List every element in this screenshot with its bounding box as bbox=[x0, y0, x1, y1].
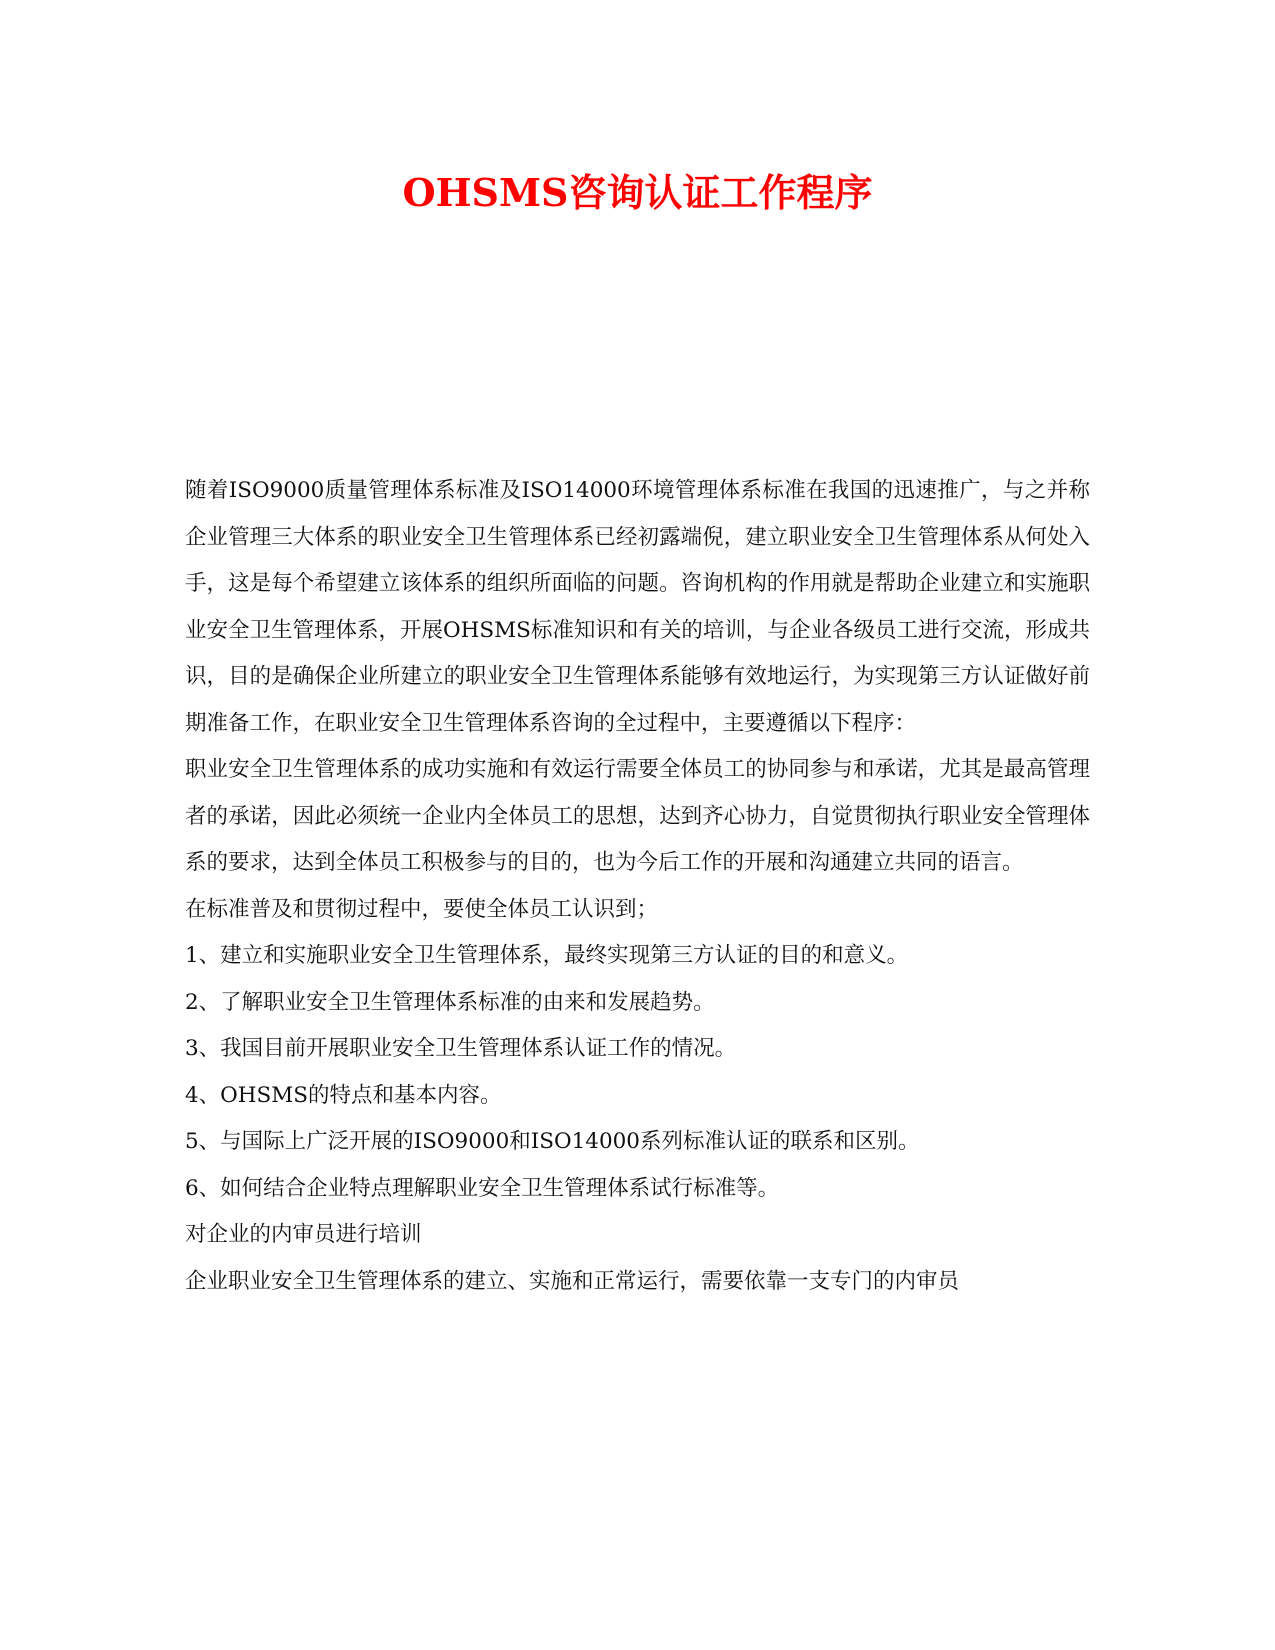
list-item-3: 3、我国目前开展职业安全卫生管理体系认证工作的情况。 bbox=[185, 1036, 737, 1061]
document-body bbox=[185, 468, 1090, 1305]
paragraph-commitment: 职业安全卫生管理体系的成功实施和有效运行需要全体员工的协同参与和承诺，尤其是最高管理者的承诺，因此必须统一企业内全体员工的思想，达到齐心协力，自觉贯彻执行职业安全管理体系的要求，达到全体员工积极参与的目的，也为今后工作的开展和沟通建立共同的语言。 bbox=[185, 757, 1090, 875]
list-item-5: 5、与国际上广泛开展的ISO9000和ISO14000系列标准认证的联系和区别。 bbox=[185, 1129, 920, 1154]
list-item-4: 4、OHSMS的特点和基本内容。 bbox=[185, 1082, 502, 1108]
document-title: OHSMS咨询认证工作程序 bbox=[402, 170, 873, 215]
paragraph-intro: 随着ISO9000质量管理体系标准及ISO14000环境管理体系标准在我国的迅速推广，与之并称企业管理三大体系的职业安全卫生管理体系已经初露端倪，建立职业安全卫生管理体系从何处入手，这是每个希望建立该体系的组织所面临的问题。咨询机构的作用就是帮助企业建立和实施职业安全卫生管理体系，开展OHSMS标准知识和有关的培训，与企业各级员工进行交流，形成共识，目的是确保企业所建立的职业安全卫生管理体系能够有效地运行，为实现第三方认证做好前期准备工作，在职业安全卫生管理体系咨询的全过程中，主要遵循以下程序： bbox=[185, 478, 1090, 736]
list-item-2: 2、了解职业安全卫生管理体系标准的由来和发展趋势。 bbox=[185, 989, 715, 1015]
list-item-1: 1、建立和实施职业安全卫生管理体系，最终实现第三方认证的目的和意义。 bbox=[185, 943, 909, 968]
section-heading-auditor-training: 对企业的内审员进行培训 bbox=[185, 1222, 422, 1247]
list-item-6: 6、如何结合企业特点理解职业安全卫生管理体系试行标准等。 bbox=[185, 1175, 780, 1201]
paragraph-auditor-training: 企业职业安全卫生管理体系的建立、实施和正常运行，需要依靠一支专门的内审员 bbox=[185, 1268, 960, 1294]
paragraph-awareness-intro: 在标准普及和贯彻过程中，要使全体员工认识到； bbox=[185, 896, 659, 922]
